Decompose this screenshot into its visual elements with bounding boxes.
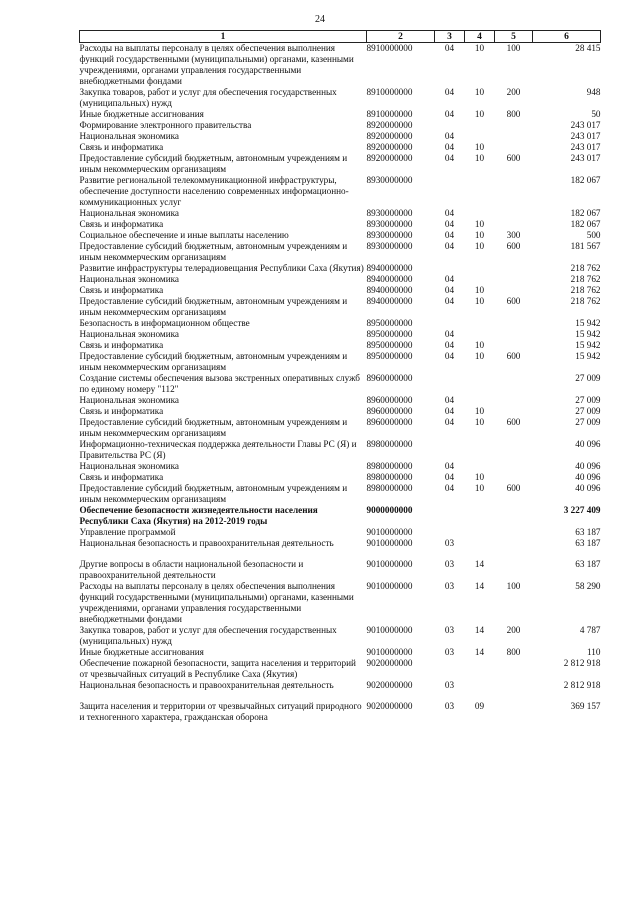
row-code: 8930000000 bbox=[366, 208, 413, 218]
table-row bbox=[80, 439, 601, 461]
row-section: 04 bbox=[444, 285, 455, 295]
row-name: Связь и информатика bbox=[79, 219, 164, 229]
row-amount: 243 017 bbox=[570, 153, 601, 163]
row-code: 8930000000 bbox=[366, 241, 413, 251]
row-section: 04 bbox=[444, 417, 455, 427]
row-section bbox=[435, 658, 465, 680]
table-row bbox=[80, 219, 601, 230]
row-subsection: 10 bbox=[474, 43, 485, 53]
row-amount: 40 096 bbox=[575, 461, 601, 471]
row-amount: 40 096 bbox=[575, 483, 601, 493]
row-name: Связь и информатика bbox=[79, 142, 164, 152]
row-section: 03 bbox=[444, 625, 455, 635]
row-expense-type bbox=[495, 208, 533, 219]
row-name: Национальная экономика bbox=[79, 131, 180, 141]
row-name: Предоставление субсидий бюджетным, автономным учреждениям и иным некоммерческим организациям bbox=[79, 417, 348, 438]
row-subsection: 10 bbox=[474, 406, 485, 416]
row-subsection bbox=[465, 120, 495, 131]
row-subsection: 14 bbox=[474, 647, 485, 657]
row-expense-type bbox=[495, 340, 533, 351]
table-row bbox=[80, 680, 601, 701]
row-subsection: 10 bbox=[474, 296, 485, 306]
row-section bbox=[435, 120, 465, 131]
row-amount: 181 567 bbox=[570, 241, 601, 251]
row-code: 9010000000 bbox=[366, 527, 413, 537]
table-row bbox=[80, 701, 601, 723]
row-code: 9010000000 bbox=[366, 559, 413, 569]
row-expense-type bbox=[495, 395, 533, 406]
row-expense-type bbox=[495, 373, 533, 395]
row-name: Предоставление субсидий бюджетным, автономным учреждениям и иным некоммерческим организациям bbox=[79, 241, 348, 262]
row-code: 8980000000 bbox=[366, 472, 413, 482]
row-expense-type bbox=[495, 263, 533, 274]
table-row bbox=[80, 373, 601, 395]
row-amount: 27 009 bbox=[575, 417, 601, 427]
table-row bbox=[80, 230, 601, 241]
table-row bbox=[80, 647, 601, 658]
row-code: 8950000000 bbox=[366, 329, 413, 339]
row-expense-type: 600 bbox=[506, 296, 521, 306]
row-name: Предоставление субсидий бюджетным, автономным учреждениям и иным некоммерческим организациям bbox=[79, 153, 348, 174]
row-name: Управление программой bbox=[79, 527, 176, 537]
row-name: Обеспечение безопасности жизнедеятельности населения Республики Саха (Якутия) на 2012-2019 годы bbox=[79, 505, 318, 526]
row-subsection: 10 bbox=[474, 483, 485, 493]
row-name: Создание системы обеспечения вызова экстренных оперативных служб по единому номеру "112" bbox=[79, 373, 360, 394]
row-section: 04 bbox=[444, 208, 455, 218]
row-subsection bbox=[465, 274, 495, 285]
column-header: 3 bbox=[435, 31, 465, 43]
table-row bbox=[80, 559, 601, 581]
row-code: 8930000000 bbox=[366, 175, 413, 185]
row-section: 04 bbox=[444, 241, 455, 251]
table-row bbox=[80, 581, 601, 625]
row-name: Обеспечение пожарной безопасности, защита населения и территорий от чрезвычайных ситуаций в Республике Саха (Якутия) bbox=[79, 658, 356, 679]
row-amount: 182 067 bbox=[570, 219, 601, 229]
row-expense-type bbox=[495, 318, 533, 329]
row-amount: 15 942 bbox=[575, 318, 601, 328]
row-code: 8910000000 bbox=[366, 43, 413, 53]
row-expense-type bbox=[495, 131, 533, 142]
row-subsection: 10 bbox=[474, 472, 485, 482]
row-amount: 27 009 bbox=[575, 395, 601, 405]
row-amount: 4 787 bbox=[579, 625, 601, 635]
table-body bbox=[80, 43, 601, 724]
table-row bbox=[80, 109, 601, 120]
row-expense-type bbox=[495, 472, 533, 483]
row-expense-type bbox=[495, 527, 533, 538]
row-name: Социальное обеспечение и иные выплаты населению bbox=[79, 230, 289, 240]
row-code: 8950000000 bbox=[366, 340, 413, 350]
row-code: 8950000000 bbox=[366, 318, 413, 328]
row-section bbox=[435, 527, 465, 538]
row-name: Национальная безопасность и правоохранительная деятельность bbox=[79, 538, 334, 548]
row-name: Закупка товаров, работ и услуг для обеспечения государственных (муниципальных) нужд bbox=[79, 87, 337, 108]
row-expense-type bbox=[495, 461, 533, 472]
row-expense-type bbox=[495, 658, 533, 680]
row-amount: 27 009 bbox=[575, 406, 601, 416]
row-amount: 948 bbox=[586, 87, 601, 97]
column-header: 2 bbox=[367, 31, 435, 43]
row-expense-type: 600 bbox=[506, 153, 521, 163]
table-row bbox=[80, 208, 601, 219]
row-subsection bbox=[465, 658, 495, 680]
row-code: 8920000000 bbox=[366, 142, 413, 152]
row-section: 04 bbox=[444, 351, 455, 361]
row-expense-type: 200 bbox=[506, 87, 521, 97]
row-section: 04 bbox=[444, 109, 455, 119]
row-code: 9010000000 bbox=[366, 647, 413, 657]
row-amount: 243 017 bbox=[570, 131, 601, 141]
row-code: 8940000000 bbox=[366, 285, 413, 295]
row-code: 8920000000 bbox=[366, 153, 413, 163]
table-header-row bbox=[80, 31, 601, 43]
row-expense-type bbox=[495, 701, 533, 723]
row-expense-type: 600 bbox=[506, 351, 521, 361]
table-row bbox=[80, 538, 601, 559]
row-code: 9010000000 bbox=[366, 625, 413, 635]
row-expense-type: 600 bbox=[506, 417, 521, 427]
table-row bbox=[80, 296, 601, 318]
row-subsection bbox=[465, 439, 495, 461]
row-amount: 218 762 bbox=[570, 296, 601, 306]
table-row bbox=[80, 351, 601, 373]
budget-table bbox=[79, 30, 601, 723]
row-expense-type bbox=[495, 274, 533, 285]
row-subsection bbox=[465, 373, 495, 395]
row-code: 8940000000 bbox=[366, 263, 413, 273]
row-amount: 243 017 bbox=[570, 120, 601, 130]
table-row bbox=[80, 417, 601, 439]
row-section: 04 bbox=[444, 87, 455, 97]
row-name: Информационно-техническая поддержка деятельности Главы РС (Я) и Правительства РС (Я) bbox=[79, 439, 357, 460]
row-amount: 27 009 bbox=[575, 373, 601, 383]
row-amount: 2 812 918 bbox=[563, 658, 601, 668]
row-amount: 58 290 bbox=[575, 581, 601, 591]
row-section bbox=[435, 175, 465, 208]
row-subsection: 10 bbox=[474, 153, 485, 163]
row-subsection bbox=[465, 175, 495, 208]
row-section bbox=[435, 439, 465, 461]
row-name: Формирование электронного правительства bbox=[79, 120, 252, 130]
table-row bbox=[80, 658, 601, 680]
row-amount: 182 067 bbox=[570, 208, 601, 218]
row-name: Безопасность в информационном обществе bbox=[79, 318, 250, 328]
row-name: Другие вопросы в области национальной безопасности и правоохранительной деятельности bbox=[79, 559, 304, 580]
row-subsection: 10 bbox=[474, 340, 485, 350]
row-subsection: 14 bbox=[474, 625, 485, 635]
row-amount: 110 bbox=[587, 647, 601, 657]
row-subsection bbox=[465, 263, 495, 274]
row-name: Предоставление субсидий бюджетным, автономным учреждениям и иным некоммерческим организациям bbox=[79, 483, 348, 504]
table-row bbox=[80, 142, 601, 153]
row-subsection: 09 bbox=[474, 701, 485, 711]
row-expense-type bbox=[495, 559, 533, 581]
row-section bbox=[435, 505, 465, 527]
row-code: 8930000000 bbox=[366, 219, 413, 229]
row-amount: 15 942 bbox=[575, 340, 601, 350]
row-expense-type bbox=[495, 538, 533, 559]
row-name: Расходы на выплаты персоналу в целях обеспечения выполнения функций государственными (муниципальными) органами, казенными учреждениями, органами управления государственными внебюджетными фондами bbox=[79, 581, 354, 624]
row-amount: 369 157 bbox=[570, 701, 601, 711]
row-name: Национальная экономика bbox=[79, 274, 180, 284]
row-expense-type: 100 bbox=[506, 581, 521, 591]
row-expense-type bbox=[495, 120, 533, 131]
row-name: Расходы на выплаты персоналу в целях обеспечения выполнения функций государственными (муниципальными) органами, казенными учреждениями, органами управления государственными внебюджетными фондами bbox=[79, 43, 354, 86]
row-expense-type: 800 bbox=[506, 109, 521, 119]
row-subsection: 10 bbox=[474, 241, 485, 251]
row-subsection bbox=[465, 395, 495, 406]
row-amount: 63 187 bbox=[575, 559, 601, 569]
row-subsection bbox=[465, 329, 495, 340]
row-code: 8910000000 bbox=[366, 87, 413, 97]
row-name: Национальная экономика bbox=[79, 395, 180, 405]
row-expense-type bbox=[495, 680, 533, 701]
table-row bbox=[80, 87, 601, 109]
row-expense-type: 300 bbox=[506, 230, 521, 240]
row-code: 8960000000 bbox=[366, 373, 413, 383]
column-header: 5 bbox=[495, 31, 533, 43]
row-amount: 15 942 bbox=[575, 329, 601, 339]
table-row bbox=[80, 153, 601, 175]
table-row bbox=[80, 461, 601, 472]
row-code: 8920000000 bbox=[366, 120, 413, 130]
row-code: 9000000000 bbox=[366, 505, 413, 515]
row-subsection: 10 bbox=[474, 219, 485, 229]
row-subsection bbox=[465, 318, 495, 329]
row-section: 04 bbox=[444, 274, 455, 284]
row-expense-type: 200 bbox=[506, 625, 521, 635]
row-section: 04 bbox=[444, 296, 455, 306]
row-amount: 40 096 bbox=[575, 472, 601, 482]
table-row bbox=[80, 406, 601, 417]
row-code: 9020000000 bbox=[366, 701, 413, 711]
row-name: Связь и информатика bbox=[79, 340, 164, 350]
row-subsection: 10 bbox=[474, 87, 485, 97]
table-row bbox=[80, 527, 601, 538]
row-subsection bbox=[465, 208, 495, 219]
row-expense-type: 600 bbox=[506, 241, 521, 251]
row-amount: 15 942 bbox=[575, 351, 601, 361]
row-code: 9010000000 bbox=[366, 581, 413, 591]
row-subsection: 10 bbox=[474, 351, 485, 361]
table-row bbox=[80, 395, 601, 406]
row-subsection: 10 bbox=[474, 142, 485, 152]
row-code: 8980000000 bbox=[366, 461, 413, 471]
row-code: 8910000000 bbox=[366, 109, 413, 119]
row-section: 03 bbox=[444, 701, 455, 711]
row-amount: 50 bbox=[591, 109, 601, 119]
row-name: Национальная безопасность и правоохранительная деятельность bbox=[79, 680, 334, 690]
row-amount: 218 762 bbox=[570, 263, 601, 273]
table-row bbox=[80, 340, 601, 351]
row-code: 8940000000 bbox=[366, 274, 413, 284]
row-section bbox=[435, 373, 465, 395]
row-expense-type bbox=[495, 329, 533, 340]
table-row bbox=[80, 175, 601, 208]
row-name: Национальная экономика bbox=[79, 329, 180, 339]
row-subsection bbox=[465, 527, 495, 538]
row-amount: 500 bbox=[586, 230, 601, 240]
table-row bbox=[80, 318, 601, 329]
column-header: 6 bbox=[533, 31, 601, 43]
row-name: Связь и информатика bbox=[79, 285, 164, 295]
row-code: 8980000000 bbox=[366, 483, 413, 493]
row-code: 8980000000 bbox=[366, 439, 413, 449]
row-expense-type bbox=[495, 505, 533, 527]
row-expense-type: 600 bbox=[506, 483, 521, 493]
row-section: 03 bbox=[444, 647, 455, 657]
table-row bbox=[80, 505, 601, 527]
row-section: 04 bbox=[444, 329, 455, 339]
row-section: 04 bbox=[444, 153, 455, 163]
table-row bbox=[80, 263, 601, 274]
row-expense-type: 800 bbox=[506, 647, 521, 657]
row-amount: 63 187 bbox=[575, 527, 601, 537]
row-name: Национальная экономика bbox=[79, 461, 180, 471]
table-row bbox=[80, 131, 601, 142]
row-code: 9010000000 bbox=[366, 538, 413, 548]
row-amount: 182 067 bbox=[570, 175, 601, 185]
table-row bbox=[80, 483, 601, 505]
row-section: 04 bbox=[444, 461, 455, 471]
table-row bbox=[80, 241, 601, 263]
row-amount: 243 017 bbox=[570, 142, 601, 152]
row-name: Предоставление субсидий бюджетным, автономным учреждениям и иным некоммерческим организациям bbox=[79, 296, 348, 317]
row-amount: 3 227 409 bbox=[563, 505, 601, 515]
row-section bbox=[435, 263, 465, 274]
row-amount: 2 812 918 bbox=[563, 680, 601, 690]
row-subsection: 14 bbox=[474, 559, 485, 569]
row-code: 8930000000 bbox=[366, 230, 413, 240]
row-code: 8960000000 bbox=[366, 406, 413, 416]
row-expense-type bbox=[495, 142, 533, 153]
row-section: 04 bbox=[444, 340, 455, 350]
row-section: 03 bbox=[444, 559, 455, 569]
row-expense-type: 100 bbox=[506, 43, 521, 53]
row-amount: 28 415 bbox=[575, 43, 601, 53]
row-amount: 63 187 bbox=[575, 538, 601, 548]
row-name: Защита населения и территории от чрезвычайных ситуаций природного и техногенного характера, гражданская оборона bbox=[79, 701, 362, 722]
table-row bbox=[80, 120, 601, 131]
row-code: 8920000000 bbox=[366, 131, 413, 141]
column-header: 1 bbox=[80, 31, 367, 43]
row-section: 04 bbox=[444, 219, 455, 229]
row-section bbox=[435, 318, 465, 329]
row-name: Развитие региональной телекоммуникационной инфраструктуры, обеспечение доступности населению современных информационно-коммуникационных услуг bbox=[79, 175, 349, 207]
row-section: 03 bbox=[444, 538, 455, 548]
row-amount: 218 762 bbox=[570, 274, 601, 284]
row-name: Развитие инфраструктуры телерадиовещания Республики Саха (Якутия) bbox=[79, 263, 364, 273]
row-section: 04 bbox=[444, 406, 455, 416]
row-code: 9020000000 bbox=[366, 658, 413, 668]
row-section: 03 bbox=[444, 581, 455, 591]
table-row bbox=[80, 625, 601, 647]
row-subsection: 10 bbox=[474, 417, 485, 427]
row-name: Иные бюджетные ассигнования bbox=[79, 109, 204, 119]
row-subsection bbox=[465, 131, 495, 142]
row-name: Связь и информатика bbox=[79, 406, 164, 416]
row-subsection bbox=[465, 538, 495, 559]
row-section: 04 bbox=[444, 483, 455, 493]
column-header: 4 bbox=[465, 31, 495, 43]
row-section: 04 bbox=[444, 395, 455, 405]
row-expense-type bbox=[495, 175, 533, 208]
row-section: 04 bbox=[444, 230, 455, 240]
row-name: Связь и информатика bbox=[79, 472, 164, 482]
page-number: 24 bbox=[315, 14, 325, 25]
row-section: 04 bbox=[444, 142, 455, 152]
row-name: Закупка товаров, работ и услуг для обеспечения государственных (муниципальных) нужд bbox=[79, 625, 337, 646]
row-amount: 218 762 bbox=[570, 285, 601, 295]
table-row bbox=[80, 274, 601, 285]
row-code: 8960000000 bbox=[366, 395, 413, 405]
row-section: 04 bbox=[444, 131, 455, 141]
table-row bbox=[80, 43, 601, 88]
row-subsection bbox=[465, 461, 495, 472]
row-name: Предоставление субсидий бюджетным, автономным учреждениям и иным некоммерческим организациям bbox=[79, 351, 348, 372]
row-section: 03 bbox=[444, 680, 455, 690]
table-row bbox=[80, 329, 601, 340]
row-expense-type bbox=[495, 439, 533, 461]
row-code: 8960000000 bbox=[366, 417, 413, 427]
row-expense-type bbox=[495, 219, 533, 230]
row-section: 04 bbox=[444, 472, 455, 482]
row-subsection: 10 bbox=[474, 230, 485, 240]
row-code: 8950000000 bbox=[366, 351, 413, 361]
row-name: Иные бюджетные ассигнования bbox=[79, 647, 204, 657]
row-subsection: 10 bbox=[474, 109, 485, 119]
row-subsection: 10 bbox=[474, 285, 485, 295]
row-name: Национальная экономика bbox=[79, 208, 180, 218]
row-code: 9020000000 bbox=[366, 680, 413, 690]
row-section: 04 bbox=[444, 43, 455, 53]
row-subsection: 14 bbox=[474, 581, 485, 591]
row-subsection bbox=[465, 680, 495, 701]
table-row bbox=[80, 472, 601, 483]
row-amount: 40 096 bbox=[575, 439, 601, 449]
row-expense-type bbox=[495, 406, 533, 417]
row-subsection bbox=[465, 505, 495, 527]
row-code: 8940000000 bbox=[366, 296, 413, 306]
table-row bbox=[80, 285, 601, 296]
row-expense-type bbox=[495, 285, 533, 296]
